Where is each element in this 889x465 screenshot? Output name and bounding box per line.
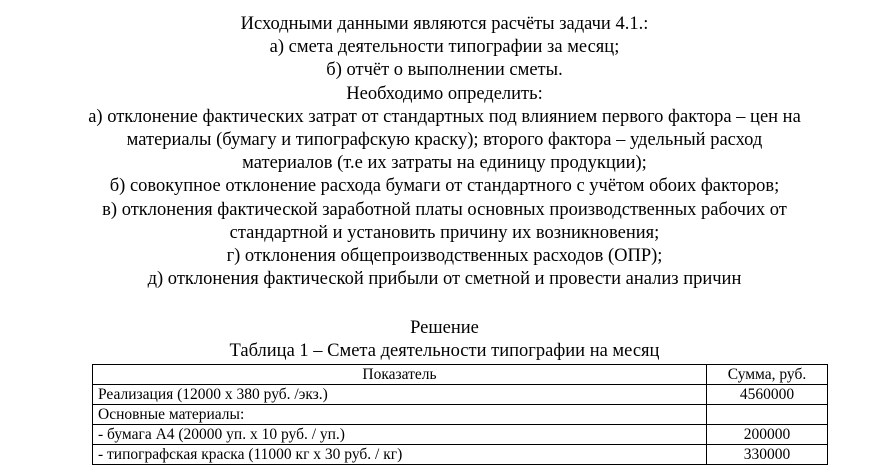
table-row — [93, 405, 828, 425]
table-cell-amount: 330000 — [707, 445, 828, 465]
intro-line: г) отклонения общепроизводственных расходов (ОПР); — [226, 246, 663, 267]
intro-line: а) смета деятельности типографии за месяц; — [269, 37, 620, 58]
intro-line: б) отчёт о выполнении сметы. — [326, 60, 563, 81]
table-row — [93, 425, 828, 445]
table-cell-indicator: Основные материалы: — [93, 405, 707, 425]
column-header-amount: Сумма, руб. — [707, 365, 828, 385]
intro-line: Необходимо определить: — [346, 83, 543, 104]
table-cell-amount — [707, 405, 828, 425]
task-description — [0, 13, 889, 291]
intro-line: б) совокупное отклонение расхода бумаги от стандартного с учётом обоих факторов; — [109, 176, 780, 197]
table-header-row — [93, 365, 828, 385]
table-row — [93, 385, 828, 405]
column-header-indicator: Показатель — [93, 365, 707, 385]
solution-heading: Решение — [410, 318, 479, 338]
estimate-table — [92, 364, 828, 465]
table-cell-indicator: - типографская краска (11000 кг х 30 руб. / кг) — [93, 445, 707, 465]
table-cell-indicator: Реализация (12000 х 380 руб. /экз.) — [93, 385, 707, 405]
table-row — [93, 445, 828, 465]
intro-line: стандартной и установить причину их возникновения; — [229, 222, 660, 243]
intro-line: материалов (т.е их затраты на единицу продукции); — [242, 153, 647, 174]
intro-line: материалы (бумагу и типографскую краску); второго фактора – удельный расход — [126, 130, 763, 151]
table-caption: Таблица 1 – Смета деятельности типографии на месяц — [229, 341, 660, 361]
table-cell-indicator: - бумага А4 (20000 уп. х 10 руб. / уп.) — [93, 425, 707, 445]
table-cell-amount: 4560000 — [707, 385, 828, 405]
table-cell-amount: 200000 — [707, 425, 828, 445]
intro-line: в) отклонения фактической заработной платы основных производственных рабочих от — [102, 199, 787, 220]
intro-line: д) отклонения фактической прибыли от сметной и провести анализ причин — [147, 269, 742, 290]
intro-line: Исходными данными являются расчёты задачи 4.1.: — [240, 14, 649, 34]
intro-line: а) отклонение фактических затрат от стандартных под влиянием первого фактора – цен на — [88, 106, 801, 127]
